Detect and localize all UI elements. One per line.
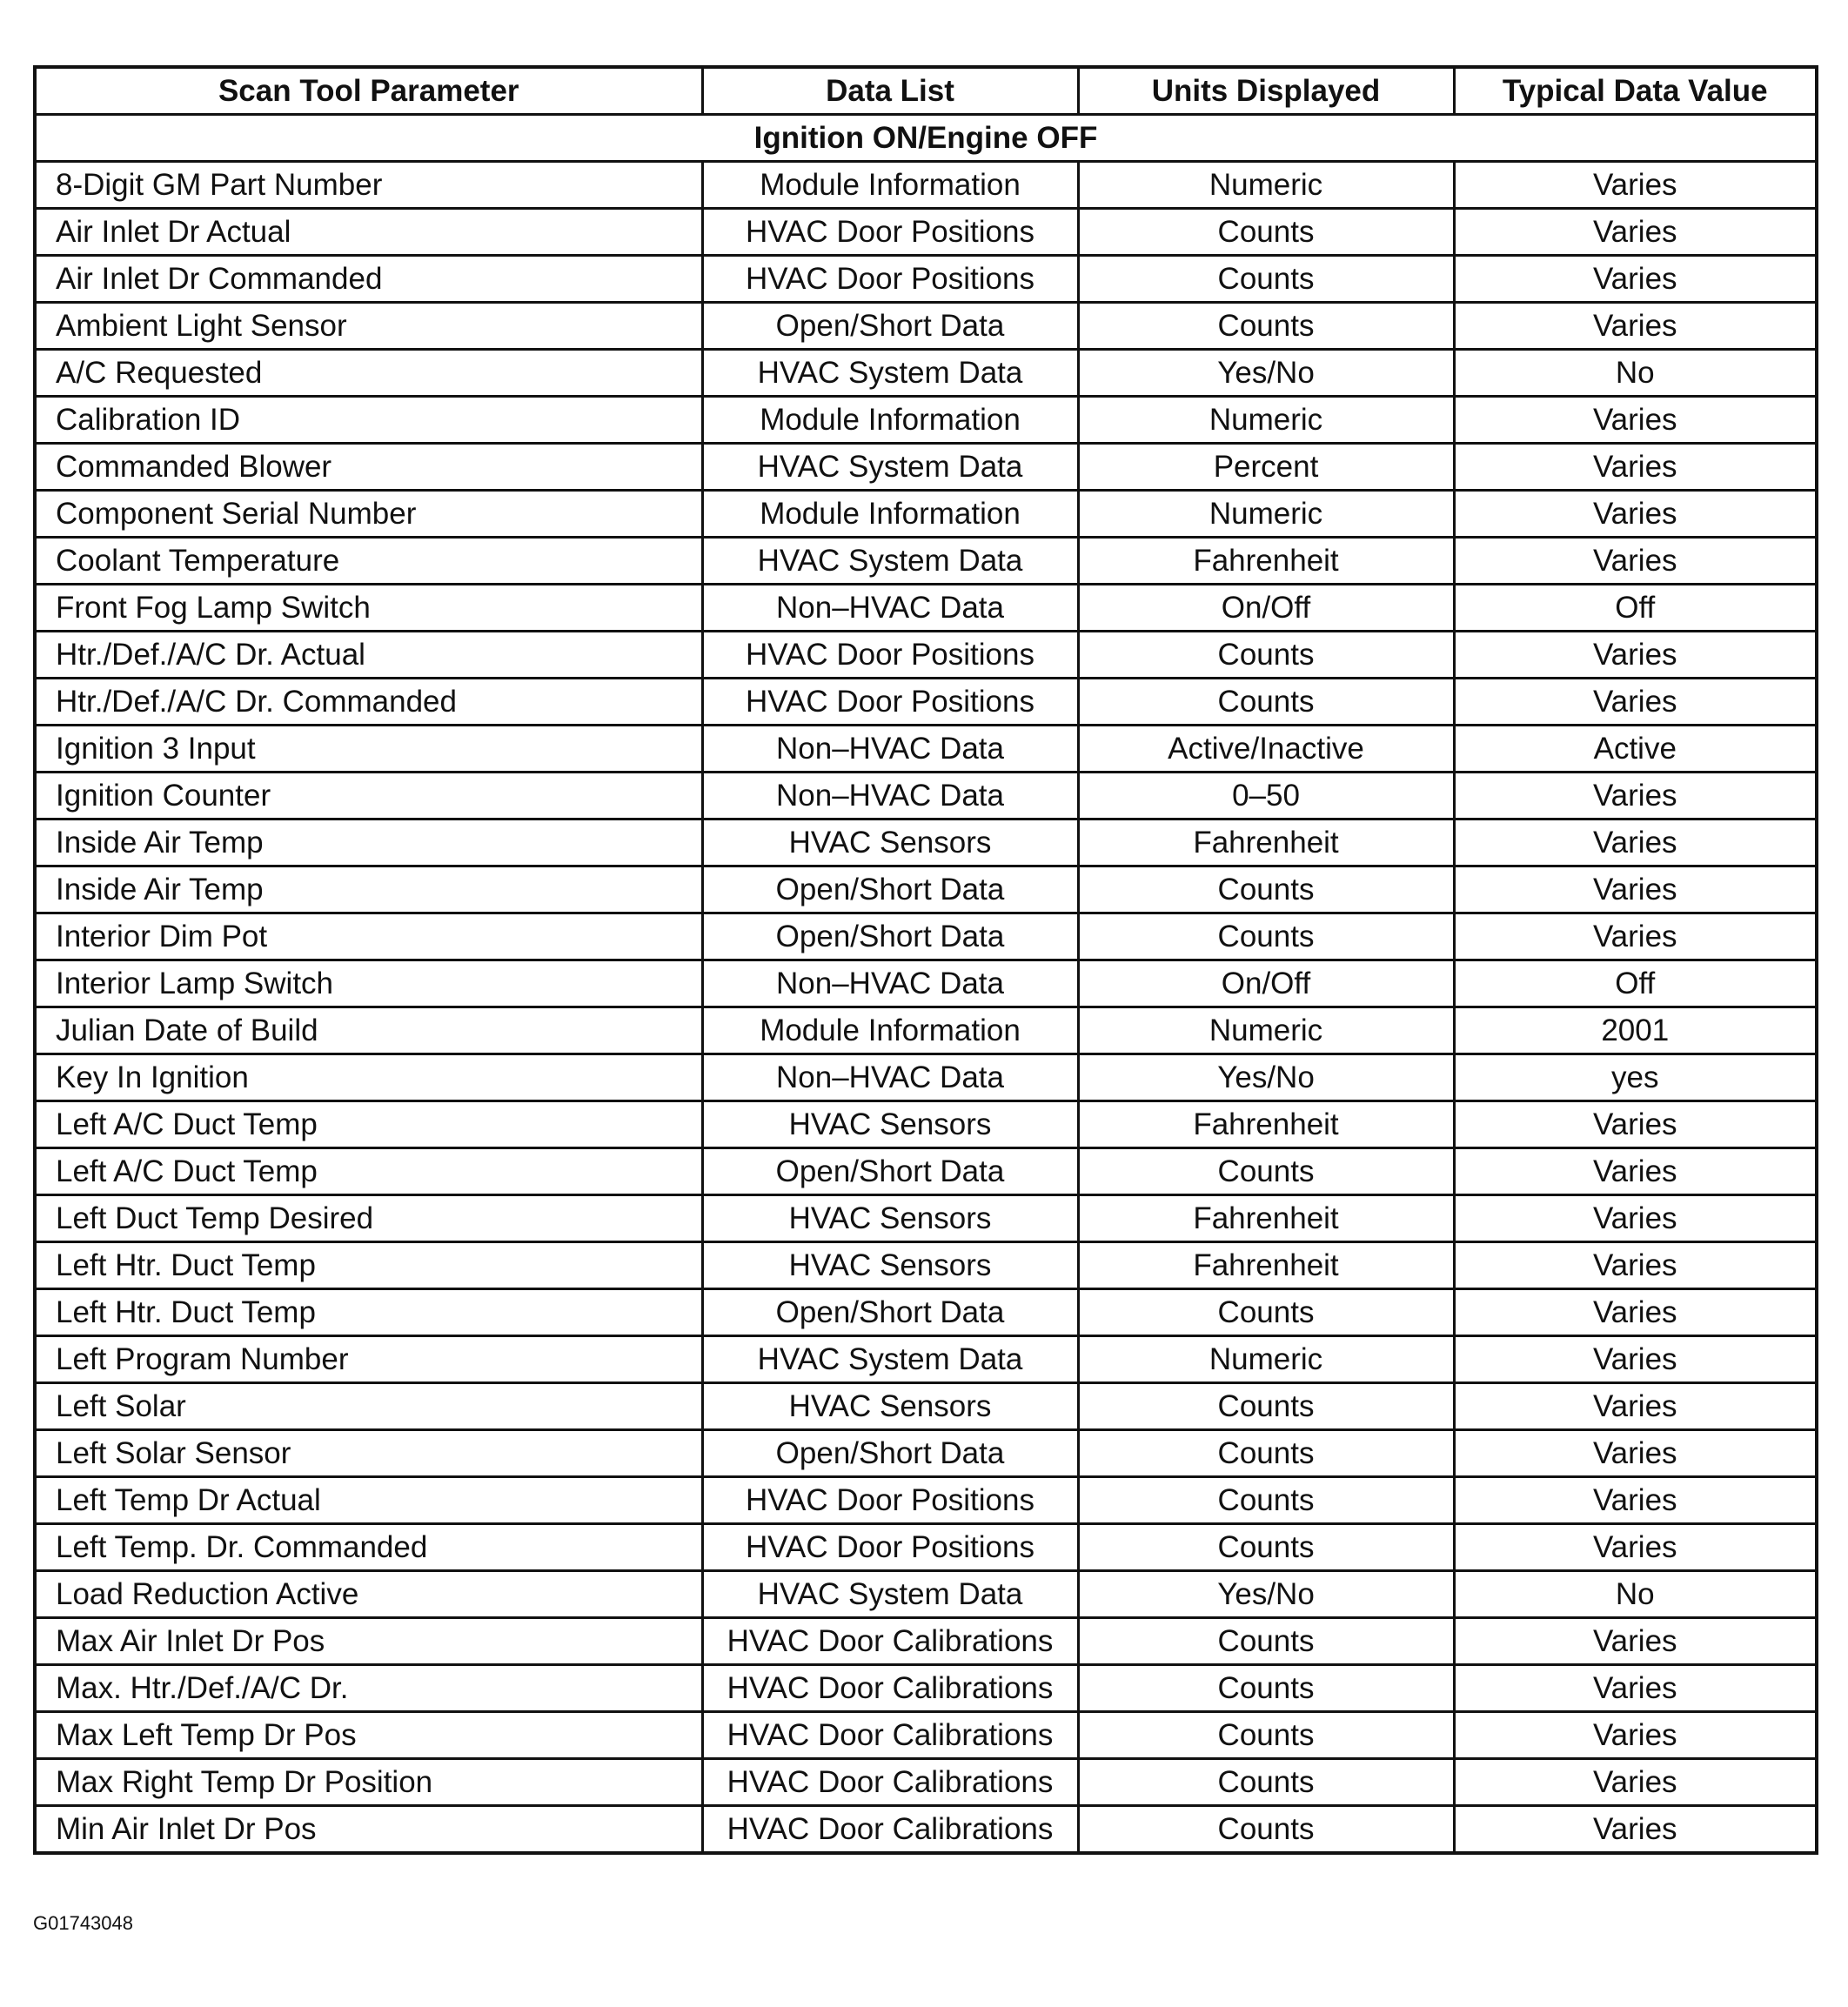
cell-typical-value: Varies xyxy=(1454,866,1817,913)
cell-data-list: Module Information xyxy=(702,1007,1078,1054)
cell-parameter: Left A/C Duct Temp xyxy=(35,1148,702,1195)
table-header xyxy=(35,67,1817,115)
cell-units: Counts xyxy=(1078,1806,1454,1854)
cell-data-list: HVAC Door Positions xyxy=(702,632,1078,679)
cell-parameter: Left Duct Temp Desired xyxy=(35,1195,702,1242)
cell-data-list: HVAC Sensors xyxy=(702,1383,1078,1430)
cell-typical-value: Varies xyxy=(1454,303,1817,350)
table-row xyxy=(35,491,1817,538)
scan-tool-data-sheet xyxy=(33,65,1815,1855)
cell-units: Counts xyxy=(1078,303,1454,350)
cell-units: Counts xyxy=(1078,1148,1454,1195)
cell-parameter: Inside Air Temp xyxy=(35,820,702,866)
cell-data-list: Module Information xyxy=(702,162,1078,209)
cell-data-list: HVAC Door Calibrations xyxy=(702,1759,1078,1806)
cell-data-list: HVAC System Data xyxy=(702,538,1078,585)
cell-parameter: Left Htr. Duct Temp xyxy=(35,1242,702,1289)
table-row xyxy=(35,1477,1817,1524)
cell-units: Fahrenheit xyxy=(1078,1242,1454,1289)
cell-data-list: Open/Short Data xyxy=(702,1148,1078,1195)
table-row xyxy=(35,1101,1817,1148)
cell-data-list: Open/Short Data xyxy=(702,1430,1078,1477)
cell-parameter: Max Left Temp Dr Pos xyxy=(35,1712,702,1759)
cell-typical-value: Varies xyxy=(1454,1383,1817,1430)
cell-parameter: Commanded Blower xyxy=(35,444,702,491)
cell-typical-value: Varies xyxy=(1454,1101,1817,1148)
cell-data-list: HVAC Sensors xyxy=(702,1101,1078,1148)
cell-typical-value: Varies xyxy=(1454,1524,1817,1571)
cell-parameter: Left Temp Dr Actual xyxy=(35,1477,702,1524)
cell-parameter: Coolant Temperature xyxy=(35,538,702,585)
cell-units: Counts xyxy=(1078,209,1454,256)
cell-data-list: HVAC Sensors xyxy=(702,820,1078,866)
cell-units: Counts xyxy=(1078,679,1454,726)
cell-units: Counts xyxy=(1078,1665,1454,1712)
cell-units: Active/Inactive xyxy=(1078,726,1454,773)
cell-typical-value: Off xyxy=(1454,960,1817,1007)
cell-data-list: HVAC Door Positions xyxy=(702,1524,1078,1571)
table-row xyxy=(35,1712,1817,1759)
table-row xyxy=(35,1383,1817,1430)
cell-typical-value: Varies xyxy=(1454,913,1817,960)
table-row xyxy=(35,444,1817,491)
table-row xyxy=(35,1759,1817,1806)
table-row xyxy=(35,1289,1817,1336)
figure-id: G01743048 xyxy=(33,1912,133,1934)
cell-typical-value: Varies xyxy=(1454,162,1817,209)
cell-units: Counts xyxy=(1078,1383,1454,1430)
cell-parameter: Julian Date of Build xyxy=(35,1007,702,1054)
table-row xyxy=(35,585,1817,632)
table-row xyxy=(35,1665,1817,1712)
cell-data-list: HVAC System Data xyxy=(702,1571,1078,1618)
cell-units: Yes/No xyxy=(1078,350,1454,397)
cell-data-list: HVAC Door Positions xyxy=(702,209,1078,256)
cell-units: Fahrenheit xyxy=(1078,820,1454,866)
cell-typical-value: No xyxy=(1454,350,1817,397)
cell-parameter: Left Solar Sensor xyxy=(35,1430,702,1477)
cell-typical-value: Varies xyxy=(1454,1289,1817,1336)
cell-typical-value: No xyxy=(1454,1571,1817,1618)
cell-data-list: HVAC Sensors xyxy=(702,1242,1078,1289)
cell-parameter: Max Right Temp Dr Position xyxy=(35,1759,702,1806)
table-row xyxy=(35,960,1817,1007)
table-row xyxy=(35,1242,1817,1289)
cell-typical-value: 2001 xyxy=(1454,1007,1817,1054)
cell-data-list: HVAC Door Calibrations xyxy=(702,1806,1078,1854)
cell-typical-value: Varies xyxy=(1454,632,1817,679)
table-row xyxy=(35,1524,1817,1571)
cell-data-list: Module Information xyxy=(702,491,1078,538)
cell-parameter: A/C Requested xyxy=(35,350,702,397)
table-row xyxy=(35,1336,1817,1383)
header-scan-tool-parameter: Scan Tool Parameter xyxy=(35,67,702,115)
cell-units: Counts xyxy=(1078,1524,1454,1571)
cell-data-list: HVAC Door Positions xyxy=(702,1477,1078,1524)
cell-parameter: Left Solar xyxy=(35,1383,702,1430)
cell-typical-value: Varies xyxy=(1454,397,1817,444)
cell-typical-value: Varies xyxy=(1454,491,1817,538)
cell-parameter: Component Serial Number xyxy=(35,491,702,538)
table-row xyxy=(35,162,1817,209)
cell-units: Percent xyxy=(1078,444,1454,491)
cell-data-list: Non–HVAC Data xyxy=(702,726,1078,773)
table-row xyxy=(35,632,1817,679)
cell-units: On/Off xyxy=(1078,585,1454,632)
cell-data-list: Non–HVAC Data xyxy=(702,585,1078,632)
cell-data-list: Module Information xyxy=(702,397,1078,444)
cell-data-list: Open/Short Data xyxy=(702,303,1078,350)
cell-units: Yes/No xyxy=(1078,1054,1454,1101)
cell-parameter: Calibration ID xyxy=(35,397,702,444)
table-row xyxy=(35,679,1817,726)
cell-data-list: HVAC Door Calibrations xyxy=(702,1618,1078,1665)
cell-typical-value: Varies xyxy=(1454,1430,1817,1477)
section-title: Ignition ON/Engine OFF xyxy=(35,115,1817,162)
table-row xyxy=(35,726,1817,773)
cell-parameter: Interior Lamp Switch xyxy=(35,960,702,1007)
header-typical-data-value: Typical Data Value xyxy=(1454,67,1817,115)
header-data-list: Data List xyxy=(702,67,1078,115)
cell-units: Counts xyxy=(1078,1618,1454,1665)
table-row xyxy=(35,397,1817,444)
cell-data-list: Non–HVAC Data xyxy=(702,960,1078,1007)
cell-parameter: Htr./Def./A/C Dr. Actual xyxy=(35,632,702,679)
cell-typical-value: Varies xyxy=(1454,538,1817,585)
cell-data-list: Open/Short Data xyxy=(702,913,1078,960)
table-row xyxy=(35,1195,1817,1242)
cell-typical-value: Varies xyxy=(1454,444,1817,491)
cell-units: Counts xyxy=(1078,1289,1454,1336)
cell-units: Numeric xyxy=(1078,1007,1454,1054)
cell-data-list: Non–HVAC Data xyxy=(702,773,1078,820)
table-row xyxy=(35,1007,1817,1054)
table-row xyxy=(35,1571,1817,1618)
cell-typical-value: Varies xyxy=(1454,820,1817,866)
cell-units: 0–50 xyxy=(1078,773,1454,820)
cell-parameter: Ignition Counter xyxy=(35,773,702,820)
cell-parameter: 8-Digit GM Part Number xyxy=(35,162,702,209)
cell-parameter: Key In Ignition xyxy=(35,1054,702,1101)
cell-units: Numeric xyxy=(1078,1336,1454,1383)
cell-typical-value: Varies xyxy=(1454,1148,1817,1195)
table-row xyxy=(35,303,1817,350)
table-row xyxy=(35,1148,1817,1195)
cell-parameter: Ambient Light Sensor xyxy=(35,303,702,350)
cell-units: Fahrenheit xyxy=(1078,1195,1454,1242)
cell-units: Counts xyxy=(1078,1430,1454,1477)
cell-parameter: Min Air Inlet Dr Pos xyxy=(35,1806,702,1854)
cell-data-list: HVAC Door Calibrations xyxy=(702,1712,1078,1759)
cell-units: Counts xyxy=(1078,256,1454,303)
cell-typical-value: Varies xyxy=(1454,1806,1817,1854)
cell-parameter: Air Inlet Dr Commanded xyxy=(35,256,702,303)
cell-typical-value: Varies xyxy=(1454,1477,1817,1524)
cell-units: Counts xyxy=(1078,632,1454,679)
cell-typical-value: Varies xyxy=(1454,209,1817,256)
cell-typical-value: Varies xyxy=(1454,1336,1817,1383)
cell-parameter: Air Inlet Dr Actual xyxy=(35,209,702,256)
cell-units: Yes/No xyxy=(1078,1571,1454,1618)
cell-parameter: Max Air Inlet Dr Pos xyxy=(35,1618,702,1665)
cell-parameter: Ignition 3 Input xyxy=(35,726,702,773)
cell-data-list: HVAC System Data xyxy=(702,444,1078,491)
table-row xyxy=(35,350,1817,397)
header-units-displayed: Units Displayed xyxy=(1078,67,1454,115)
cell-parameter: Interior Dim Pot xyxy=(35,913,702,960)
cell-units: On/Off xyxy=(1078,960,1454,1007)
cell-parameter: Htr./Def./A/C Dr. Commanded xyxy=(35,679,702,726)
cell-parameter: Front Fog Lamp Switch xyxy=(35,585,702,632)
cell-parameter: Left Program Number xyxy=(35,1336,702,1383)
table-row xyxy=(35,1618,1817,1665)
cell-data-list: HVAC Door Positions xyxy=(702,256,1078,303)
cell-data-list: Non–HVAC Data xyxy=(702,1054,1078,1101)
cell-typical-value: Varies xyxy=(1454,256,1817,303)
table-row xyxy=(35,913,1817,960)
cell-parameter: Inside Air Temp xyxy=(35,866,702,913)
cell-units: Counts xyxy=(1078,1759,1454,1806)
cell-parameter: Load Reduction Active xyxy=(35,1571,702,1618)
table-row xyxy=(35,820,1817,866)
cell-units: Numeric xyxy=(1078,397,1454,444)
cell-typical-value: Varies xyxy=(1454,1242,1817,1289)
table-row xyxy=(35,1054,1817,1101)
table-row xyxy=(35,773,1817,820)
cell-typical-value: Varies xyxy=(1454,1759,1817,1806)
table-row xyxy=(35,866,1817,913)
cell-units: Numeric xyxy=(1078,162,1454,209)
section-row xyxy=(35,115,1817,162)
table-row xyxy=(35,1806,1817,1854)
cell-typical-value: Off xyxy=(1454,585,1817,632)
cell-units: Counts xyxy=(1078,866,1454,913)
cell-data-list: HVAC System Data xyxy=(702,1336,1078,1383)
cell-data-list: HVAC Door Calibrations xyxy=(702,1665,1078,1712)
cell-units: Fahrenheit xyxy=(1078,1101,1454,1148)
cell-parameter: Left A/C Duct Temp xyxy=(35,1101,702,1148)
cell-units: Counts xyxy=(1078,1477,1454,1524)
table-row xyxy=(35,256,1817,303)
cell-typical-value: Active xyxy=(1454,726,1817,773)
cell-units: Fahrenheit xyxy=(1078,538,1454,585)
cell-units: Numeric xyxy=(1078,491,1454,538)
cell-data-list: Open/Short Data xyxy=(702,1289,1078,1336)
scan-tool-data-table xyxy=(33,65,1818,1855)
header-row xyxy=(35,67,1817,115)
cell-typical-value: yes xyxy=(1454,1054,1817,1101)
cell-data-list: Open/Short Data xyxy=(702,866,1078,913)
cell-parameter: Left Temp. Dr. Commanded xyxy=(35,1524,702,1571)
cell-typical-value: Varies xyxy=(1454,1195,1817,1242)
table-body xyxy=(35,115,1817,1854)
cell-typical-value: Varies xyxy=(1454,1712,1817,1759)
table-row xyxy=(35,538,1817,585)
cell-parameter: Left Htr. Duct Temp xyxy=(35,1289,702,1336)
cell-typical-value: Varies xyxy=(1454,1618,1817,1665)
cell-units: Counts xyxy=(1078,1712,1454,1759)
cell-typical-value: Varies xyxy=(1454,679,1817,726)
cell-parameter: Max. Htr./Def./A/C Dr. xyxy=(35,1665,702,1712)
cell-typical-value: Varies xyxy=(1454,1665,1817,1712)
cell-data-list: HVAC System Data xyxy=(702,350,1078,397)
table-row xyxy=(35,209,1817,256)
cell-typical-value: Varies xyxy=(1454,773,1817,820)
cell-data-list: HVAC Sensors xyxy=(702,1195,1078,1242)
cell-data-list: HVAC Door Positions xyxy=(702,679,1078,726)
table-row xyxy=(35,1430,1817,1477)
cell-units: Counts xyxy=(1078,913,1454,960)
